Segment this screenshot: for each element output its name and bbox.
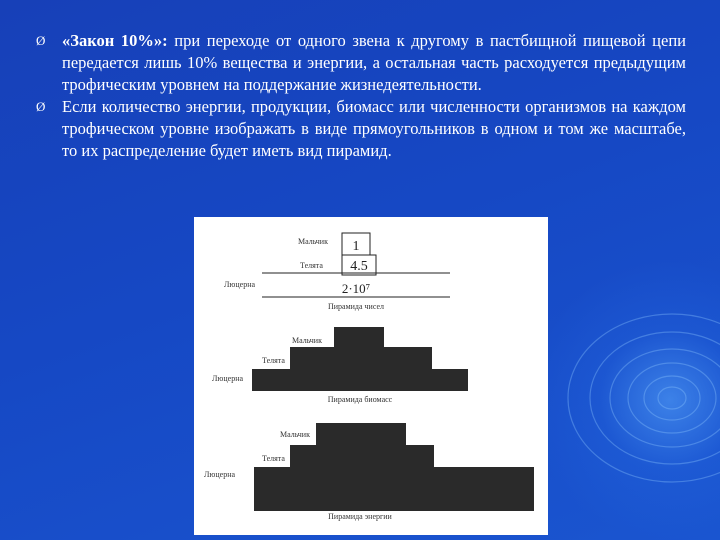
numbers-value-calves: 4.5 [350, 259, 368, 274]
bullet-text: при переходе от одного звена к другому в пастбищной пищевой цепи передается лишь 10% вещества и энергии, а остальная часть расходуется предыдущим трофическим уровнем на поддержание жизнедеятельности. [62, 31, 686, 94]
energy-label-calves: Телята [262, 454, 285, 463]
numbers-caption: Пирамида чисел [327, 302, 385, 311]
numbers-label-calves: Телята [300, 261, 323, 270]
ecological-pyramids-figure [194, 217, 548, 535]
biomass-bar-calves [290, 347, 432, 369]
energy-bar-calves [290, 445, 434, 467]
numbers-value-alfalfa: 2·10⁷ [341, 281, 371, 296]
arrow-bullet-icon: Ø [36, 99, 46, 114]
bullet-pyramids [36, 96, 686, 162]
bullet-text: Если количество энергии, продукции, биомасс или численности организмов на каждом трофическом уровне изображать в виде прямоугольников в одном и том же масштабе, то их распределение будет иметь вид пирамид. [62, 97, 686, 160]
energy-bar-alfalfa [254, 467, 534, 511]
energy-label-alfalfa: Люцерна [204, 470, 236, 479]
biomass-caption: Пирамида биомасс [327, 395, 393, 404]
biomass-label-boy: Мальчик [292, 336, 322, 345]
pyramid-of-energy [204, 423, 534, 521]
pyramid-of-numbers [224, 233, 450, 311]
biomass-bar-boy [334, 327, 384, 347]
numbers-label-alfalfa: Люцерна [224, 280, 256, 289]
bullet-bold-term: «Закон 10%»: [62, 31, 168, 50]
energy-label-boy: Мальчик [280, 430, 310, 439]
energy-bar-boy [316, 423, 406, 445]
energy-caption: Пирамида энергии [328, 512, 392, 521]
numbers-label-boy: Мальчик [298, 237, 328, 246]
biomass-label-calves: Телята [262, 356, 285, 365]
bullet-list [36, 30, 686, 162]
pyramid-of-biomass [212, 327, 468, 404]
biomass-bar-alfalfa [252, 369, 468, 391]
bullet-ten-percent-law [36, 30, 686, 96]
biomass-label-alfalfa: Люцерна [212, 374, 244, 383]
arrow-bullet-icon: Ø [36, 33, 46, 48]
numbers-value-boy: 1 [352, 239, 360, 254]
